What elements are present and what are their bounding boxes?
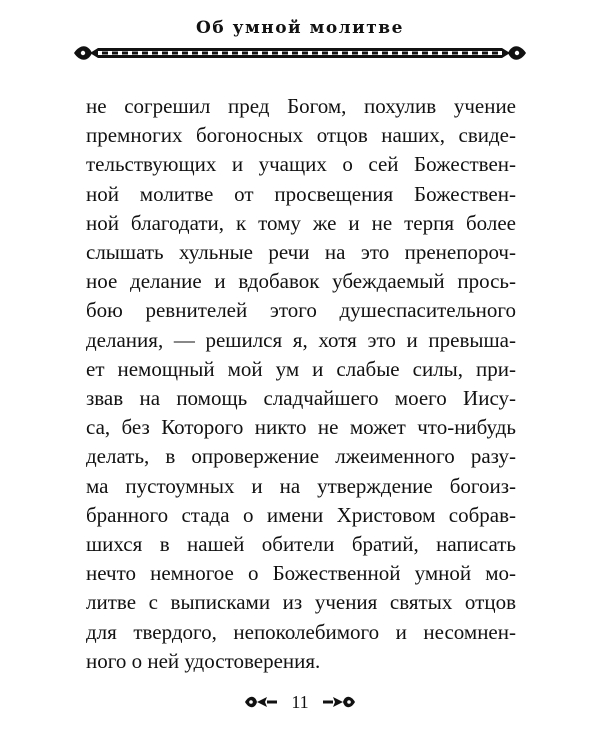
left-fleuron-icon (243, 693, 279, 711)
text-line: ное делание и вдобавок убеждаемый прось- (86, 269, 516, 294)
text-line: бою ревнителей этого душеспасительного (86, 298, 516, 323)
text-line: не согрешил пред Богом, похулив учение (86, 94, 516, 118)
text-line: ной благодати, к тому же и не терпя более (86, 210, 516, 235)
ornamental-rule-icon (72, 40, 528, 66)
text-line: делания, — решился я, хотя это и превыша- (86, 327, 516, 352)
text-line: ет немощный мой ум и слабые силы, при- (86, 356, 516, 381)
text-line: са, без Которого никто не может что-нибудь (86, 415, 516, 440)
text-line: ного о ней удостоверения. (86, 648, 321, 673)
page-number: 11 (291, 691, 309, 712)
body-text (86, 92, 516, 676)
text-line: нечто немногое о Божественной умной мо- (86, 561, 516, 586)
text-line: бранного стада о имени Христовом собрав- (86, 502, 516, 527)
text-line: для твердого, непоколебимого и несомнен- (86, 619, 516, 644)
page-footer (0, 690, 600, 714)
text-line: ной молитве от просвещения Божествен- (86, 181, 516, 206)
text-line: звав на помощь сладчайшего моего Иису- (86, 386, 516, 411)
text-line: делать, в опровержение лжеименного разу- (86, 444, 516, 469)
running-head: Об умной молитве (196, 18, 404, 38)
text-line: слышать хульные речи на это пренепороч- (86, 240, 516, 265)
right-fleuron-icon (321, 693, 357, 711)
text-line: литве с выписками из учения святых отцов (86, 590, 516, 615)
text-line: тельствующих и учащих о сей Божествен- (86, 152, 516, 177)
text-line: премногих богоносных отцов наших, свиде- (86, 123, 516, 148)
text-line: шихся в нашей обители братий, написать (86, 532, 516, 557)
text-line: ма пустоумных и на утверждение богоиз- (86, 473, 516, 498)
